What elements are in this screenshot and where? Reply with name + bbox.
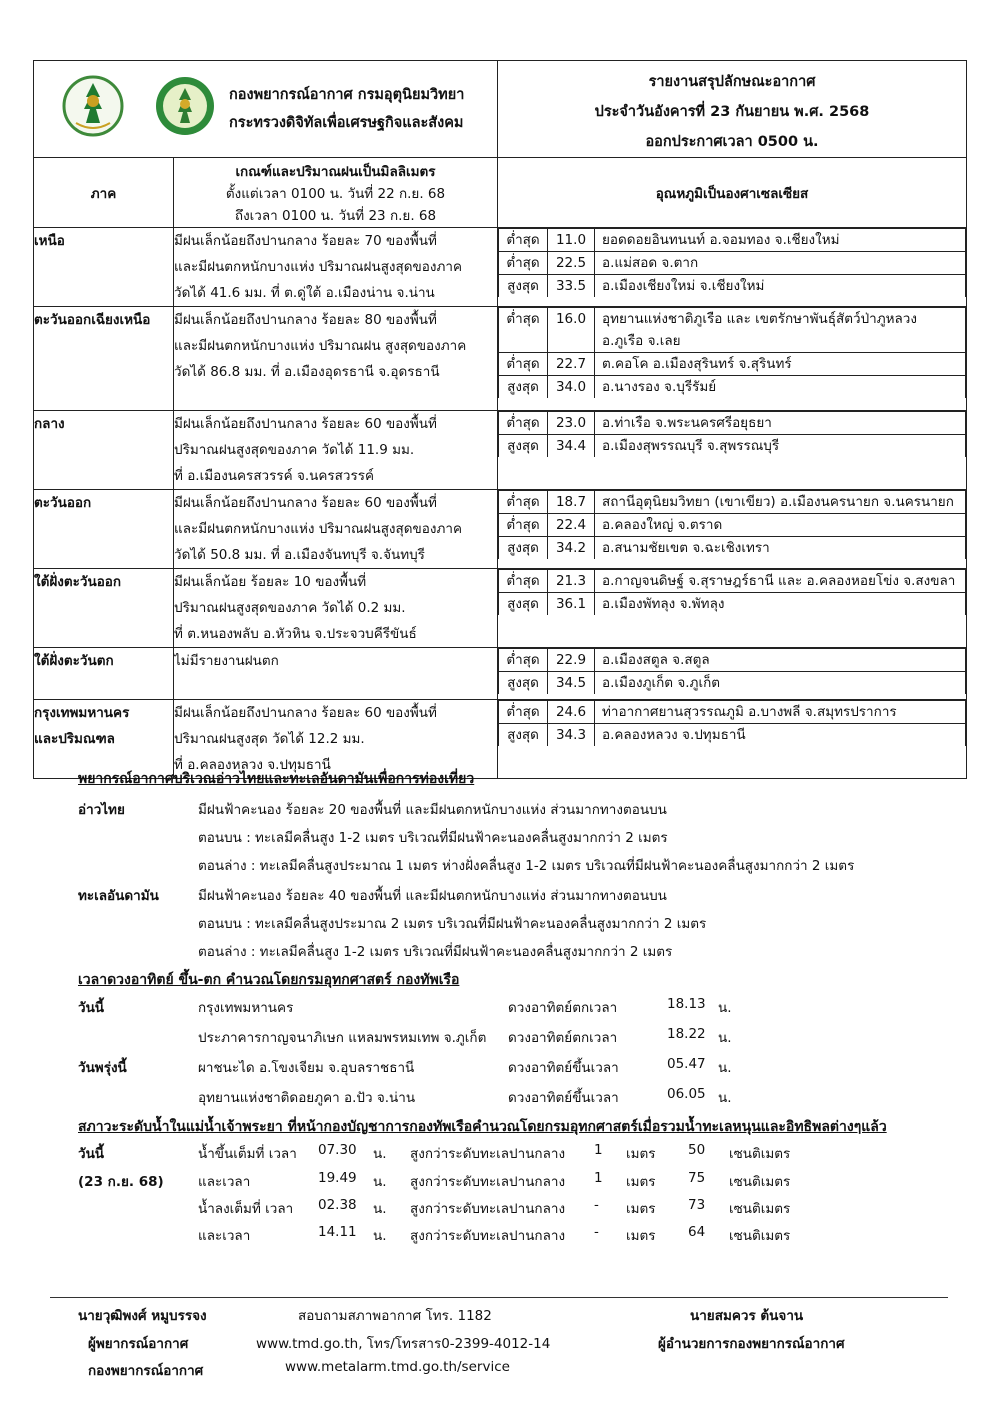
- region-name: กรุงเทพมหานคร และปริมณฑล: [34, 700, 174, 779]
- temp-place: อ.ท่าเรือ จ.พระนครศรีอยุธยา: [595, 412, 966, 435]
- region-row: [34, 490, 967, 569]
- temp-value: 24.6: [548, 701, 595, 724]
- region-name: ตะวันออกเฉียงเหนือ: [34, 307, 174, 411]
- contact-website[interactable]: www.tmd.go.th, โทร/โทรสาร0-2399-4012-14: [256, 1336, 551, 1352]
- region-row: [34, 307, 967, 411]
- tide-date-label: (23 ก.ย. 68): [78, 1174, 164, 1190]
- agency-line-2: กระทรวงดิจิทัลเพื่อเศรษฐกิจและสังคม: [229, 115, 464, 131]
- temp-place: อ.นางรอง จ.บุรีรัมย์: [595, 376, 966, 399]
- temperature-row: [499, 701, 966, 724]
- temp-type: สูงสุด: [499, 435, 548, 458]
- sun-time-unit: น.: [718, 1030, 732, 1046]
- temp-place: อ.เมืองพัทลุง จ.พัทลุง: [595, 593, 966, 616]
- temp-value: 34.3: [548, 724, 595, 747]
- temp-value: 11.0: [548, 229, 595, 252]
- temp-value: 23.0: [548, 412, 595, 435]
- tide-label: และเวลา: [198, 1228, 251, 1244]
- tide-label: น้ำขึ้นเต็มที่ เวลา: [198, 1146, 297, 1162]
- region-rain-summary: ไม่มีรายงานฝนตก: [174, 648, 498, 700]
- temperature-row: [499, 229, 966, 252]
- region-temperatures: [498, 411, 967, 490]
- tide-desc: สูงกว่าระดับทะเลปานกลาง: [410, 1146, 566, 1162]
- tide-m: 1: [594, 1170, 603, 1186]
- temp-value: 34.0: [548, 376, 595, 399]
- report-time: ออกประกาศเวลา 0500 น.: [645, 134, 819, 150]
- temp-type: ต่ำสุด: [499, 514, 548, 537]
- tide-cm: 73: [688, 1197, 706, 1213]
- temp-place: อ.เมืองภูเก็ต จ.ภูเก็ต: [595, 672, 966, 695]
- temp-place: สถานีอุตุนิยมวิทยา (เขาเขียว) อ.เมืองนครนายก จ.นครนายก: [595, 491, 966, 514]
- tide-label: และเวลา: [198, 1174, 251, 1190]
- sun-time-unit: น.: [718, 1000, 732, 1016]
- temp-place: อ.เมืองสตูล จ.สตูล: [595, 649, 966, 672]
- tide-m: 1: [594, 1142, 603, 1158]
- temperature-row: [499, 649, 966, 672]
- temp-value: 34.5: [548, 672, 595, 695]
- tide-u: น.: [373, 1146, 387, 1162]
- temp-value: 36.1: [548, 593, 595, 616]
- director-role: ผู้อำนวยการกองพยากรณ์อากาศ: [658, 1336, 845, 1352]
- region-row: [34, 228, 967, 307]
- tide-cmu: เซนติเมตร: [729, 1201, 791, 1217]
- forecaster-name: นายวุฒิพงศ์ หมูบรรจง: [78, 1308, 207, 1324]
- tide-title: สภาวะระดับน้ำในแม่น้ำเจ้าพระยา ที่หน้ากองบัญชาการกองทัพเรือคำนวณโดยกรมอุทกศาสตร์เมื่อรวมน้ำทะเลหนุนและอิทธิพลต่างๆแล้ว: [78, 1119, 887, 1135]
- temperature-column-header: อุณหภูมิเป็นองศาเซลเซียส: [498, 158, 967, 228]
- sun-time: 06.05: [667, 1086, 706, 1102]
- tide-cmu: เซนติเมตร: [729, 1174, 791, 1190]
- temp-type: ต่ำสุด: [499, 229, 548, 252]
- gulf-line-3: ตอนล่าง : ทะเลมีคลื่นสูงประมาณ 1 เมตร ห่างฝั่งคลื่นสูง 1-2 เมตร บริเวณที่มีฝนฟ้าคะนองคลื่นสูงมากกว่า 2 เมตร: [198, 858, 855, 874]
- region-temperatures: [498, 490, 967, 569]
- temp-place: อ.เมืองสุพรรณบุรี จ.สุพรรณบุรี: [595, 435, 966, 458]
- temp-place: อ.คลองใหญ่ จ.ตราด: [595, 514, 966, 537]
- region-name: เหนือ: [34, 228, 174, 307]
- temp-value: 22.4: [548, 514, 595, 537]
- temp-type: ต่ำสุด: [499, 252, 548, 275]
- temperature-row: [499, 491, 966, 514]
- temp-place: อ.เมืองเชียงใหม่ จ.เชียงใหม่: [595, 275, 966, 298]
- tide-mu: เมตร: [626, 1228, 656, 1244]
- sun-time: 18.22: [667, 1026, 706, 1042]
- gulf-label: อ่าวไทย: [78, 802, 125, 818]
- footer-divider: [50, 1297, 948, 1298]
- tide-time: 02.38: [318, 1197, 357, 1213]
- tmd-emblem-icon: [154, 75, 216, 137]
- region-temperatures: [498, 648, 967, 700]
- region-temperatures: [498, 569, 967, 648]
- region-column-header: ภาค: [34, 158, 174, 228]
- temp-place: อุทยานแห่งชาติภูเรือ และ เขตรักษาพันธุ์สัตว์ป่าภูหลวง อ.ภูเรือ จ.เลย: [595, 308, 966, 353]
- agency-header-cell: [34, 61, 498, 158]
- sun-place: ประภาคารกาญจนาภิเษก แหลมพรหมเทพ จ.ภูเก็ต: [198, 1030, 487, 1046]
- sea-forecast-title: พยากรณ์อากาศบริเวณอ่าวไทยและทะเลอันดามันเพื่อการท่องเที่ยว: [78, 771, 475, 787]
- temp-type: ต่ำสุด: [499, 701, 548, 724]
- region-row: [34, 648, 967, 700]
- temp-value: 34.2: [548, 537, 595, 560]
- temp-place: อ.แม่สอด จ.ตาก: [595, 252, 966, 275]
- forecaster-role: ผู้พยากรณ์อากาศ: [88, 1336, 189, 1352]
- temp-type: ต่ำสุด: [499, 649, 548, 672]
- temperature-row: [499, 275, 966, 298]
- tide-cm: 64: [688, 1224, 706, 1240]
- sun-time-unit: น.: [718, 1090, 732, 1106]
- sun-event: ดวงอาทิตย์ตกเวลา: [508, 1000, 618, 1016]
- tide-u: น.: [373, 1174, 387, 1190]
- temp-place: อ.กาญจนดิษฐ์ จ.สุราษฎร์ธานี และ อ.คลองหอยโข่ง จ.สงขลา: [595, 570, 966, 593]
- contact-metalarm[interactable]: www.metalarm.tmd.go.th/service: [285, 1359, 510, 1375]
- director-name: นายสมควร ต้นจาน: [690, 1308, 804, 1324]
- tide-time: 19.49: [318, 1170, 357, 1186]
- region-temperatures: [498, 307, 967, 411]
- temp-type: สูงสุด: [499, 376, 548, 399]
- region-rows: [34, 228, 967, 779]
- sun-times-title: เวลาดวงอาทิตย์ ขึ้น-ตก คำนวณโดยกรมอุทกศาสตร์ กองทัพเรือ: [78, 972, 460, 988]
- tide-cm: 50: [688, 1142, 706, 1158]
- temp-type: ต่ำสุด: [499, 491, 548, 514]
- temperature-row: [499, 435, 966, 458]
- temperature-row: [499, 412, 966, 435]
- tide-desc: สูงกว่าระดับทะเลปานกลาง: [410, 1228, 566, 1244]
- temperature-row: [499, 724, 966, 747]
- temp-value: 34.4: [548, 435, 595, 458]
- temp-type: สูงสุด: [499, 593, 548, 616]
- tide-m: -: [594, 1224, 599, 1240]
- region-rain-summary: มีฝนเล็กน้อยถึงปานกลาง ร้อยละ 80 ของพื้นที่ และมีฝนตกหนักบางแห่ง ปริมาณฝน สูงสุดของภาค วัดได้ 86.8 มม. ที่ อ.เมืองอุดรธานี จ.อุดรธานี: [174, 307, 498, 411]
- weather-summary-table: [33, 60, 967, 779]
- sun-time: 18.13: [667, 996, 706, 1012]
- temp-place: อ.คลองหลวง จ.ปทุมธานี: [595, 724, 966, 747]
- andaman-line-1: มีฝนฟ้าคะนอง ร้อยละ 40 ของพื้นที่ และมีฝนตกหนักบางแห่ง ส่วนมากทางตอนบน: [198, 888, 667, 904]
- andaman-line-2: ตอนบน : ทะเลมีคลื่นสูงประมาณ 2 เมตร บริเวณที่มีฝนฟ้าคะนองคลื่นสูงมากกว่า 2 เมตร: [198, 916, 707, 932]
- temp-value: 16.0: [548, 308, 595, 353]
- gulf-line-1: มีฝนฟ้าคะนอง ร้อยละ 20 ของพื้นที่ และมีฝนตกหนักบางแห่ง ส่วนมากทางตอนบน: [198, 802, 667, 818]
- tide-time: 07.30: [318, 1142, 357, 1158]
- region-name: ใต้ฝั่งตะวันตก: [34, 648, 174, 700]
- tide-cmu: เซนติเมตร: [729, 1146, 791, 1162]
- region-temperatures: [498, 700, 967, 779]
- temp-type: ต่ำสุด: [499, 353, 548, 376]
- region-rain-summary: มีฝนเล็กน้อยถึงปานกลาง ร้อยละ 60 ของพื้นที่ ปริมาณฝนสูงสุด วัดได้ 12.2 มม. ที่ อ.คลองหลวง จ.ปทุมธานี: [174, 700, 498, 779]
- tide-mu: เมตร: [626, 1146, 656, 1162]
- sun-time-unit: น.: [718, 1060, 732, 1076]
- temp-type: ต่ำสุด: [499, 570, 548, 593]
- agency-line-1: กองพยากรณ์อากาศ กรมอุตุนิยมวิทยา: [229, 87, 465, 103]
- tide-time: 14.11: [318, 1224, 357, 1240]
- temperature-row: [499, 593, 966, 616]
- sun-place: อุทยานแห่งชาติดอยภูคา อ.ปัว จ.น่าน: [198, 1090, 416, 1106]
- region-rain-summary: มีฝนเล็กน้อยถึงปานกลาง ร้อยละ 60 ของพื้นที่ ปริมาณฝนสูงสุดของภาค วัดได้ 11.9 มม. ที่ อ.เมืองนครสวรรค์ จ.นครสวรรค์: [174, 411, 498, 490]
- andaman-label: ทะเลอันดามัน: [78, 888, 159, 904]
- temp-value: 22.7: [548, 353, 595, 376]
- region-name: กลาง: [34, 411, 174, 490]
- sun-today-label: วันนี้: [78, 1000, 105, 1016]
- temp-value: 22.9: [548, 649, 595, 672]
- report-date: ประจำวันอังคารที่ 23 กันยายน พ.ศ. 2568: [594, 104, 870, 120]
- temperature-row: [499, 672, 966, 695]
- temp-place: ต.คอโค อ.เมืองสุรินทร์ จ.สุรินทร์: [595, 353, 966, 376]
- region-rain-summary: มีฝนเล็กน้อยถึงปานกลาง ร้อยละ 70 ของพื้นที่ และมีฝนตกหนักบางแห่ง ปริมาณฝนสูงสุดของภาค วัดได้ 41.6 มม. ที่ ต.ดู่ใต้ อ.เมืองน่าน จ.น่าน: [174, 228, 498, 307]
- temp-type: ต่ำสุด: [499, 308, 548, 353]
- tide-mu: เมตร: [626, 1201, 656, 1217]
- temp-value: 21.3: [548, 570, 595, 593]
- report-title: รายงานสรุปลักษณะอากาศ: [648, 74, 816, 90]
- temp-type: สูงสุด: [499, 537, 548, 560]
- gulf-line-2: ตอนบน : ทะเลมีคลื่นสูง 1-2 เมตร บริเวณที่มีฝนฟ้าคะนองคลื่นสูงมากกว่า 2 เมตร: [198, 830, 668, 846]
- sun-place: กรุงเทพมหานคร: [198, 1000, 294, 1016]
- temp-type: สูงสุด: [499, 724, 548, 747]
- temp-place: ท่าอากาศยานสุวรรณภูมิ อ.บางพลี จ.สมุทรปราการ: [595, 701, 966, 724]
- region-row: [34, 411, 967, 490]
- temperature-row: [499, 570, 966, 593]
- temp-type: สูงสุด: [499, 275, 548, 298]
- tide-desc: สูงกว่าระดับทะเลปานกลาง: [410, 1174, 566, 1190]
- tide-day-label: วันนี้: [78, 1146, 105, 1162]
- tide-mu: เมตร: [626, 1174, 656, 1190]
- report-header-cell: [498, 61, 967, 158]
- andaman-line-3: ตอนล่าง : ทะเลมีคลื่นสูง 1-2 เมตร บริเวณที่มีฝนฟ้าคะนองคลื่นสูงมากกว่า 2 เมตร: [198, 944, 673, 960]
- tide-cmu: เซนติเมตร: [729, 1228, 791, 1244]
- sun-event: ดวงอาทิตย์ตกเวลา: [508, 1030, 618, 1046]
- forecaster-dept: กองพยากรณ์อากาศ: [88, 1363, 204, 1379]
- tide-cm: 75: [688, 1170, 706, 1186]
- temp-type: สูงสุด: [499, 672, 548, 695]
- temp-place: อ.สนามชัยเขต จ.ฉะเชิงเทรา: [595, 537, 966, 560]
- temp-place: ยอดดอยอินทนนท์ อ.จอมทอง จ.เชียงใหม่: [595, 229, 966, 252]
- temperature-row: [499, 353, 966, 376]
- sun-event: ดวงอาทิตย์ขึ้นเวลา: [508, 1060, 619, 1076]
- contact-phone: สอบถามสภาพอากาศ โทร. 1182: [298, 1308, 492, 1324]
- temp-type: ต่ำสุด: [499, 412, 548, 435]
- temperature-row: [499, 252, 966, 275]
- ministry-emblem-icon: [62, 75, 124, 137]
- sun-place: ผาชนะได อ.โขงเจียม จ.อุบลราชธานี: [198, 1060, 415, 1076]
- temp-value: 18.7: [548, 491, 595, 514]
- rain-column-header: เกณฑ์และปริมาณฝนเป็นมิลลิเมตร ตั้งแต่เวลา 0100 น. วันที่ 22 ก.ย. 68 ถึงเวลา 0100 น. วันที่ 23 ก.ย. 68: [174, 158, 498, 228]
- tide-u: น.: [373, 1228, 387, 1244]
- region-rain-summary: มีฝนเล็กน้อย ร้อยละ 10 ของพื้นที่ ปริมาณฝนสูงสุดของภาค วัดได้ 0.2 มม. ที่ ต.หนองพลับ อ.หัวหิน จ.ประจวบคีรีขันธ์: [174, 569, 498, 648]
- sun-tomorrow-label: วันพรุ่งนี้: [78, 1060, 127, 1076]
- tide-label: น้ำลงเต็มที่ เวลา: [198, 1201, 294, 1217]
- region-name: ใต้ฝั่งตะวันออก: [34, 569, 174, 648]
- sun-time: 05.47: [667, 1056, 706, 1072]
- temperature-row: [499, 537, 966, 560]
- temperature-row: [499, 376, 966, 399]
- tide-m: -: [594, 1197, 599, 1213]
- region-rain-summary: มีฝนเล็กน้อยถึงปานกลาง ร้อยละ 60 ของพื้นที่ และมีฝนตกหนักบางแห่ง ปริมาณฝนสูงสุดของภาค วัดได้ 50.8 มม. ที่ อ.เมืองจันทบุรี จ.จันทบุรี: [174, 490, 498, 569]
- temp-value: 33.5: [548, 275, 595, 298]
- region-temperatures: [498, 228, 967, 307]
- region-row: [34, 569, 967, 648]
- temperature-row: [499, 308, 966, 353]
- tide-desc: สูงกว่าระดับทะเลปานกลาง: [410, 1201, 566, 1217]
- region-row: [34, 700, 967, 779]
- sun-event: ดวงอาทิตย์ขึ้นเวลา: [508, 1090, 619, 1106]
- tide-u: น.: [373, 1201, 387, 1217]
- temperature-row: [499, 514, 966, 537]
- temp-value: 22.5: [548, 252, 595, 275]
- region-name: ตะวันออก: [34, 490, 174, 569]
